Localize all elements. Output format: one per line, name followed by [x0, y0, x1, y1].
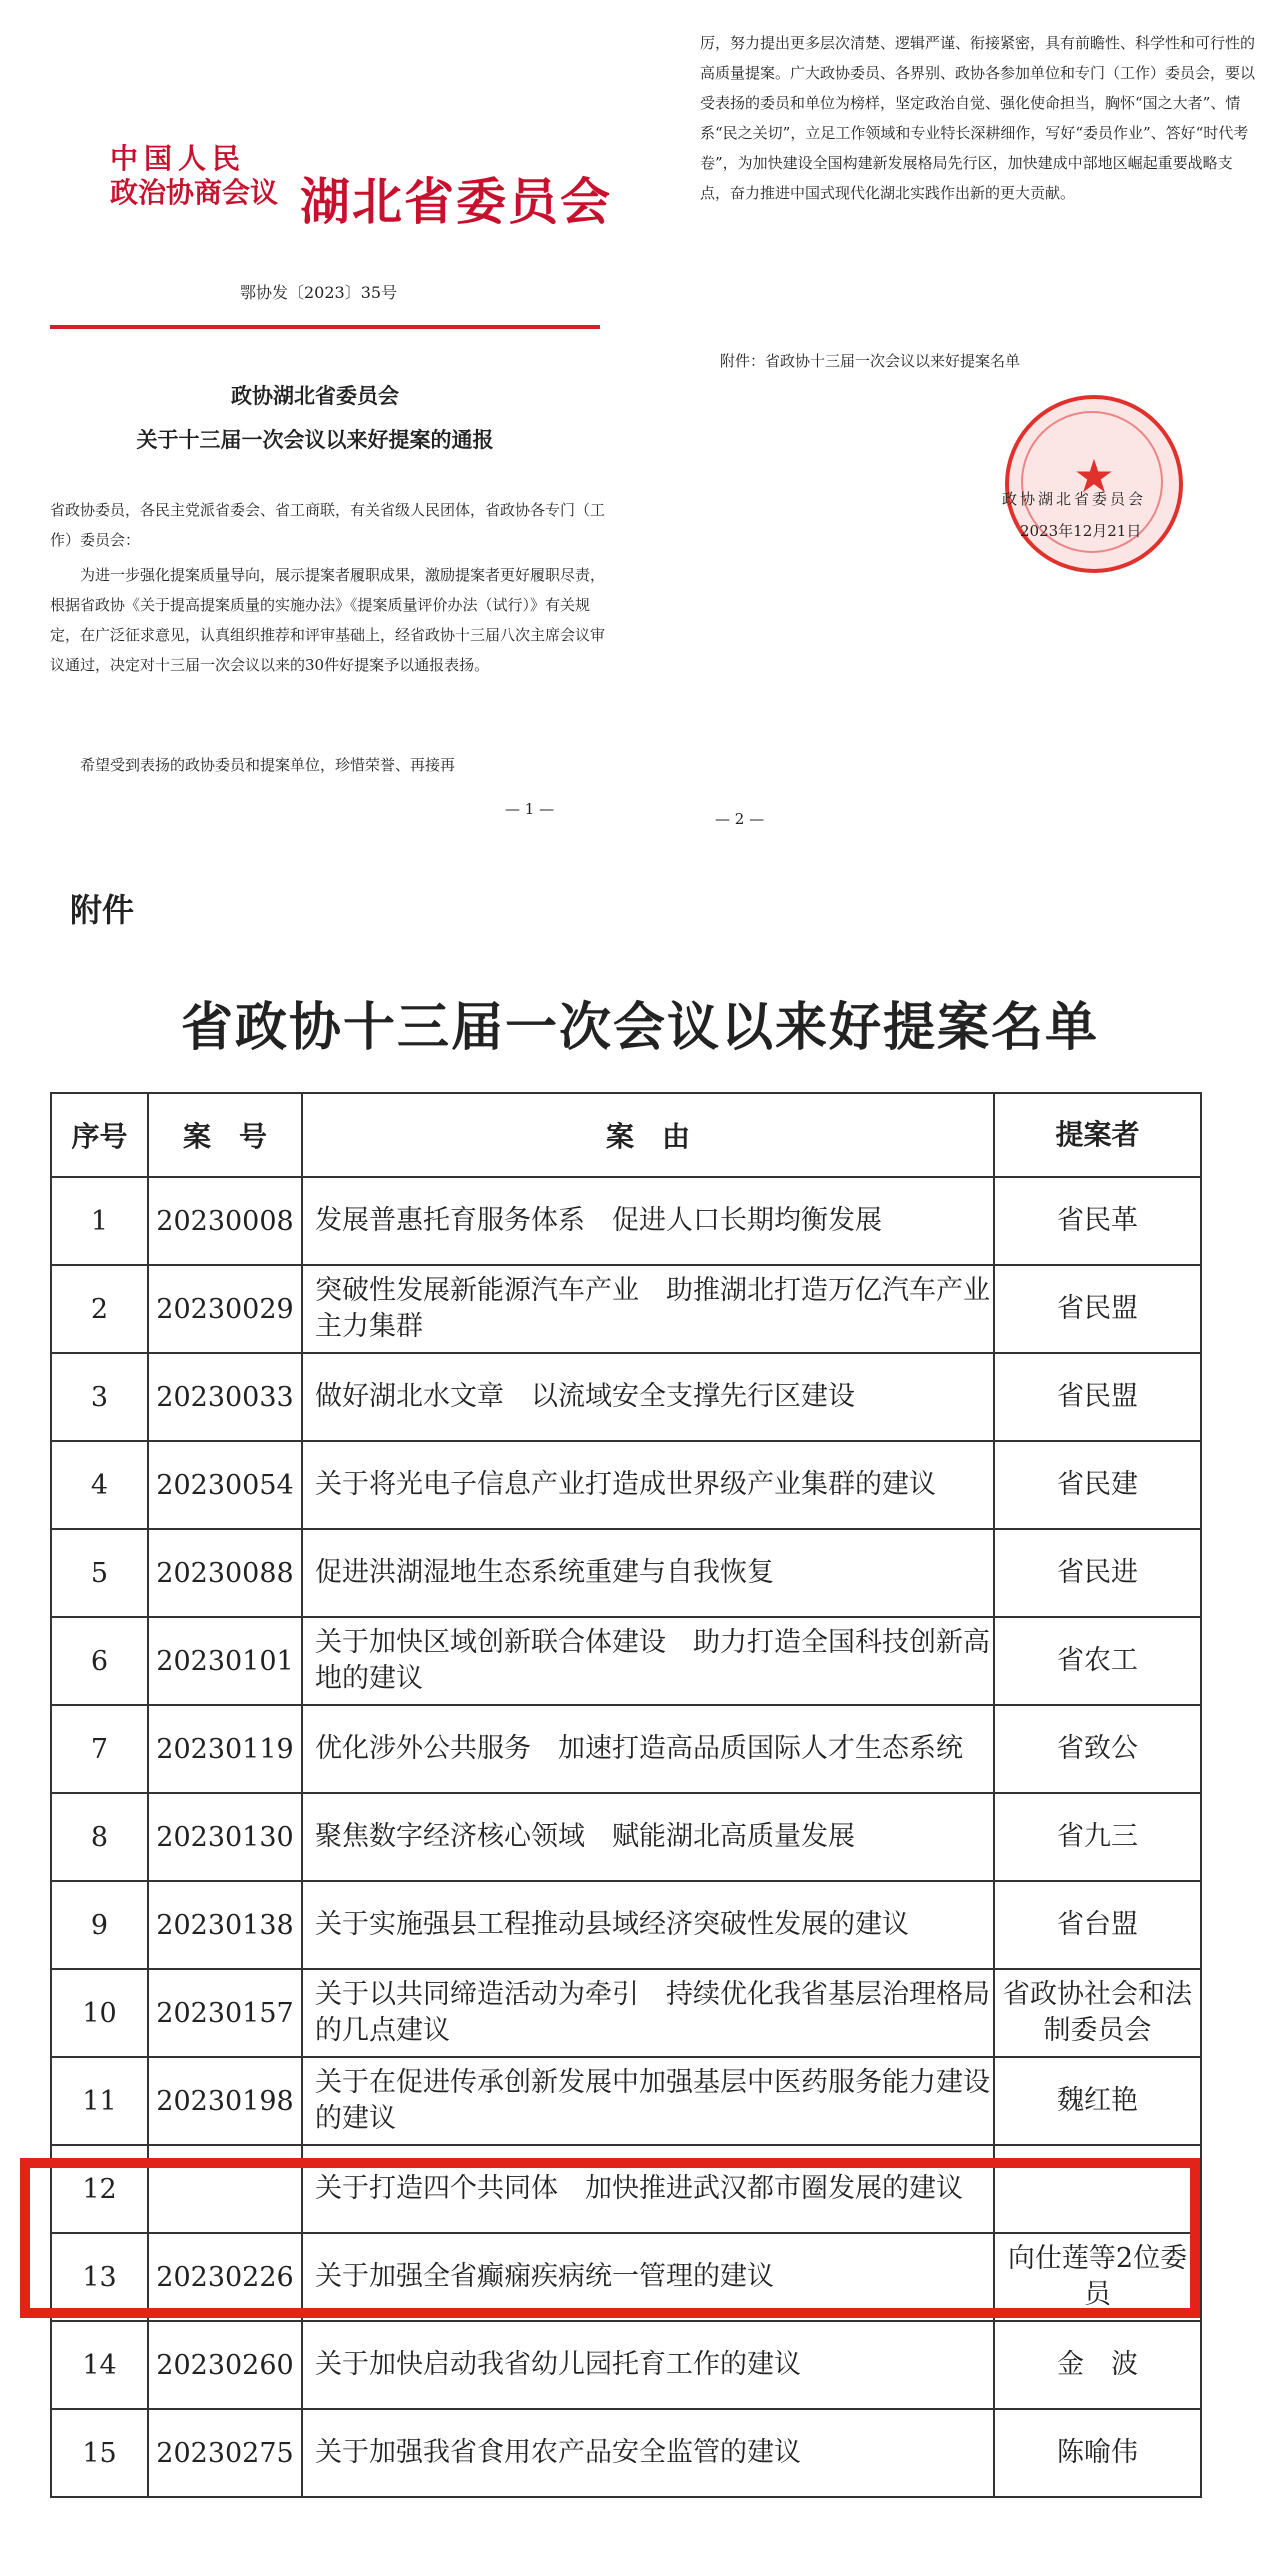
notice-title-line-1: 政协湖北省委员会	[231, 383, 399, 408]
row-subject: 关于打造四个共同体 加快推进武汉都市圈发展的建议	[302, 2145, 994, 2233]
row-case-number: 20230029	[148, 1265, 302, 1353]
table-row	[51, 1705, 1201, 1793]
row-case-number: 20230157	[148, 1969, 302, 2057]
row-proposer: 省民建	[994, 1441, 1201, 1529]
row-case-number: 20230138	[148, 1881, 302, 1969]
row-seq: 11	[51, 2057, 148, 2145]
signing-date: 2023年12月21日	[1020, 522, 1142, 540]
row-case-number: 20230260	[148, 2321, 302, 2409]
row-seq: 10	[51, 1969, 148, 2057]
issuing-organization	[110, 142, 612, 231]
row-subject: 关于加快区域创新联合体建设 助力打造全国科技创新高地的建议	[302, 1617, 994, 1705]
table-row	[51, 1969, 1201, 2057]
notice-title-line-2: 关于十三届一次会议以来好提案的通报	[136, 427, 494, 452]
row-seq: 3	[51, 1353, 148, 1441]
page-number-2: — 2 —	[715, 810, 765, 828]
row-proposer: 陈喻伟	[994, 2409, 1201, 2497]
header-proposer: 提案者	[994, 1093, 1201, 1177]
table-row	[51, 1881, 1201, 1969]
seal-star-icon: ★	[1073, 449, 1115, 503]
row-subject: 促进洪湖湿地生态系统重建与自我恢复	[302, 1529, 994, 1617]
table-row	[51, 1177, 1201, 1265]
table-row	[51, 2057, 1201, 2145]
row-proposer: 省九三	[994, 1793, 1201, 1881]
annex-title: 省政协十三届一次会议以来好提案名单	[180, 997, 1099, 1058]
row-seq: 7	[51, 1705, 148, 1793]
row-seq: 2	[51, 1265, 148, 1353]
table-row	[51, 1353, 1201, 1441]
row-subject: 关于加快启动我省幼儿园托育工作的建议	[302, 2321, 994, 2409]
official-seal	[1005, 395, 1183, 573]
row-proposer: 省政协社会和法制委员会	[994, 1969, 1201, 2057]
row-subject: 突破性发展新能源汽车产业 助推湖北打造万亿汽车产业主力集群	[302, 1265, 994, 1353]
header-subject: 案 由	[302, 1093, 994, 1177]
row-case-number: 20230033	[148, 1353, 302, 1441]
row-proposer: 金 波	[994, 2321, 1201, 2409]
annex-label: 附件	[70, 891, 135, 929]
row-seq: 13	[51, 2233, 148, 2321]
table-row	[51, 2321, 1201, 2409]
row-seq: 8	[51, 1793, 148, 1881]
row-subject: 优化涉外公共服务 加速打造高品质国际人才生态系统	[302, 1705, 994, 1793]
page-number-1: — 1 —	[505, 800, 555, 818]
row-case-number: 20230119	[148, 1705, 302, 1793]
row-proposer: 向仕莲等2位委员	[994, 2233, 1201, 2321]
red-divider	[50, 325, 600, 329]
row-subject: 关于在促进传承创新发展中加强基层中医药服务能力建设的建议	[302, 2057, 994, 2145]
attachment-note: 附件：省政协十三届一次会议以来好提案名单	[720, 352, 1021, 370]
header-case-number: 案 号	[148, 1093, 302, 1177]
header-seq: 序号	[51, 1093, 148, 1177]
row-seq: 5	[51, 1529, 148, 1617]
row-case-number: 20230130	[148, 1793, 302, 1881]
row-seq: 14	[51, 2321, 148, 2409]
row-proposer: 省致公	[994, 1705, 1201, 1793]
highlight-box	[20, 2158, 1200, 2318]
row-proposer: 省民盟	[994, 1353, 1201, 1441]
table-row	[51, 1617, 1201, 1705]
row-subject: 关于将光电子信息产业打造成世界级产业集群的建议	[302, 1441, 994, 1529]
row-proposer: 省民盟	[994, 1265, 1201, 1353]
row-case-number: 20230008	[148, 1177, 302, 1265]
row-proposer: 省民革	[994, 1177, 1201, 1265]
table-row	[51, 1265, 1201, 1353]
table-row	[51, 1441, 1201, 1529]
row-subject: 关于实施强县工程推动县域经济突破性发展的建议	[302, 1881, 994, 1969]
notice-spread	[0, 0, 1280, 860]
row-seq: 4	[51, 1441, 148, 1529]
row-proposer: 省台盟	[994, 1881, 1201, 1969]
notice-body-paragraph: 为进一步强化提案质量导向，展示提案者履职成果，激励提案者更好履职尽责，根据省政协《关于提高提案质量的实施办法》《提案质量评价办法（试行）》有关规定，在广泛征求意见，认真组织推荐和评审基础上，经省政协十三届八次主席会议审议通过，决定对十三届一次会议以来的30件好提案予以通报表扬。	[50, 566, 606, 674]
table-row	[51, 1529, 1201, 1617]
org-line-2: 政治协商会议	[110, 176, 279, 209]
row-case-number: 20230088	[148, 1529, 302, 1617]
row-seq: 1	[51, 1177, 148, 1265]
row-case-number: 20230054	[148, 1441, 302, 1529]
table-row	[51, 2409, 1201, 2497]
row-case-number: 20230275	[148, 2409, 302, 2497]
notice-page-2	[640, 0, 1260, 860]
row-case-number: 20230101	[148, 1617, 302, 1705]
row-seq: 6	[51, 1617, 148, 1705]
row-case-number: 20230198	[148, 2057, 302, 2145]
row-seq: 15	[51, 2409, 148, 2497]
table-row	[51, 1793, 1201, 1881]
document-number: 鄂协发〔2023〕35号	[240, 283, 398, 302]
row-subject: 做好湖北水文章 以流域安全支撑先行区建设	[302, 1353, 994, 1441]
notice-page-1	[30, 0, 612, 860]
org-line-1: 中国人民	[110, 142, 247, 175]
row-proposer: 魏红艳	[994, 2057, 1201, 2145]
table-header-row	[51, 1093, 1201, 1177]
row-proposer: 省民进	[994, 1529, 1201, 1617]
row-case-number: 20230226	[148, 2233, 302, 2321]
row-subject: 发展普惠托育服务体系 促进人口长期均衡发展	[302, 1177, 994, 1265]
signing-organization: 政协湖北省委员会	[1002, 490, 1147, 508]
row-subject: 关于加强全省癫痫疾病统一管理的建议	[302, 2233, 994, 2321]
row-seq: 9	[51, 1881, 148, 1969]
row-proposer: 省农工	[994, 1617, 1201, 1705]
notice-body-paragraph-end: 希望受到表扬的政协委员和提案单位，珍惜荣誉、再接再	[50, 756, 456, 774]
row-subject: 聚焦数字经济核心领域 赋能湖北高质量发展	[302, 1793, 994, 1881]
notice-salutation: 省政协委员，各民主党派省委会、省工商联，有关省级人民团体，省政协各专门（工作）委员会：	[50, 501, 606, 549]
row-subject: 关于加强我省食用农产品安全监管的建议	[302, 2409, 994, 2497]
notice-body-continued: 厉，努力提出更多层次清楚、逻辑严谨、衔接紧密，具有前瞻性、科学性和可行性的高质量提案。广大政协委员、各界别、政协各参加单位和专门（工作）委员会，要以受表扬的委员和单位为榜样，坚定政治自觉、强化使命担当，胸怀“国之大者”、情系“民之关切”，立足工作领域和专业特长深耕细作，写好“委员作业”、答好“时代考卷”，为加快建设全国构建新发展格局先行区，加快建成中部地区崛起重要战略支点，奋力推进中国式现代化湖北实践作出新的更大贡献。	[700, 34, 1256, 202]
row-seq: 12	[51, 2145, 148, 2233]
row-subject: 关于以共同缔造活动为牵引 持续优化我省基层治理格局的几点建议	[302, 1969, 994, 2057]
org-name-large: 湖北省委员会	[300, 172, 612, 231]
